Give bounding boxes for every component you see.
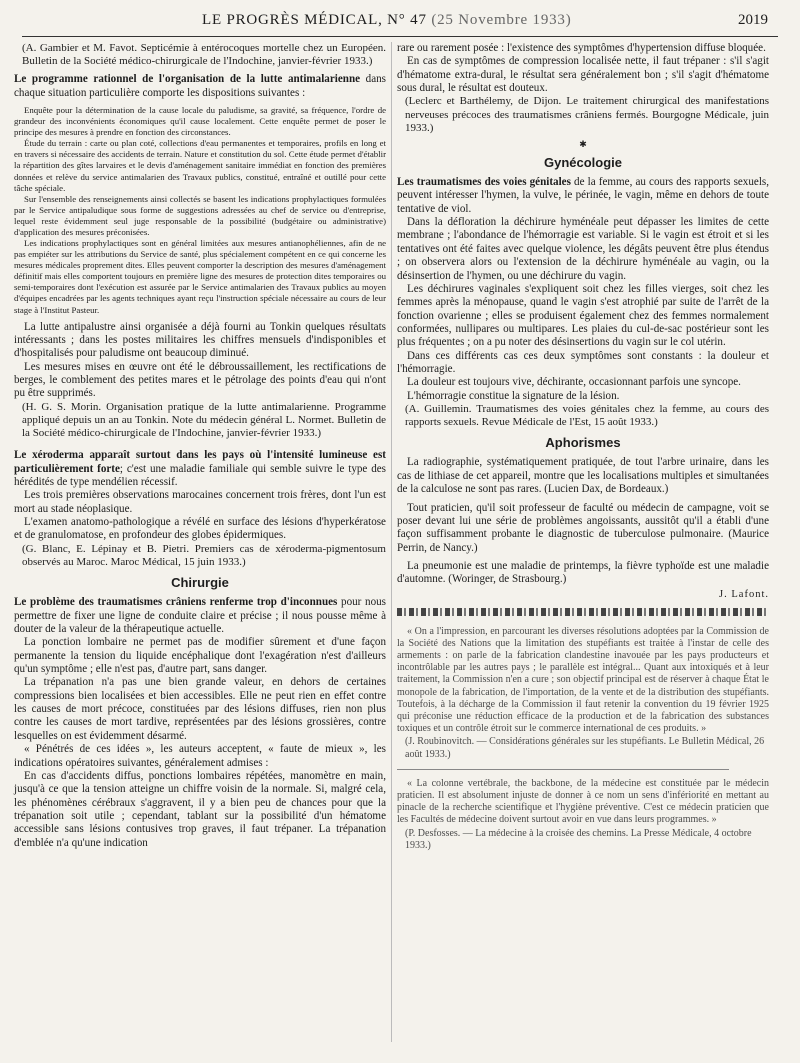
separator-star: ✱: [579, 139, 587, 149]
paragraph-symptomes: Dans ces différents cas ces deux symptômes sont constants : la douleur et l'hémorragie.: [397, 349, 769, 376]
reference-guillemin: (A. Guillemin. Traumatismes des voies génitales chez la femme, au cours des rapports sexuels. Revue Médicale de l'Est, 15 août 1933.): [405, 403, 769, 429]
signature-lafont: J. Lafont.: [719, 588, 769, 600]
paragraph-hemorragie: L'hémorragie constitue la signature de la lésion.: [407, 389, 620, 402]
column-divider: [391, 42, 392, 1042]
paragraph-trois-observations: Les trois premières observations marocaines concernent trois frères, dont l'un est mort au stade néoplasique.: [14, 489, 386, 515]
section-heading-aphorismes: Aphorismes: [545, 435, 621, 451]
lead-xeroderma: Le xéroderma apparaît surtout dans les pays où l'intensité lumineuse est particulièrement forte: [14, 449, 386, 475]
running-title: [202, 12, 572, 29]
paragraph-douleur: La douleur est toujours vive, déchirante, occasionnant parfois une syncope.: [407, 376, 741, 389]
aphorism-praticien: Tout praticien, qu'il soit professeur de faculté ou médecin de campagne, voit se poser devant lui une série de problèmes angoissants, aussitôt qu'il a établi d'une façon suffisamment probante le diagnostic de tuberculose pulmonaire. (Maurice Perrin, de Nancy.): [397, 501, 769, 554]
quote-source-roubinovitch: (J. Roubinovitch. — Considérations générales sur les stupéfiants. Le Bulletin Médical, 26 août 1933.): [405, 736, 765, 760]
small-paragraph-enquete: Enquête pour la détermination de la cause locale du paludisme, sa gravité, sa fréquence, l'ordre de grandeur des inconvénients économiques qu'il cause localement. Cette enquête permet de poser le principe des mesures à prendre en fonction des circonstances.: [14, 105, 386, 138]
quote-source-desfosses: (P. Desfosses. — La médecine à la croisée des chemins. La Presse Médicale, 4 octobre 1933.): [405, 827, 752, 851]
paragraph-en-cas: En cas d'accidents diffus, ponctions lombaires répétées, manomètre en main, jusqu'à ce que la tension atteigne un chiffre voisin de la normale. Si, malgré cela, les phénomènes cérébraux s'aggravent, il y a bien peu de chances pour que la trépanation soit utile ; cependant, tablant sur la possibilité d'un hématome accessible sans lésions contusives trop graves, il faut trépaner. La trépanation d'emblée n'a qu'une indication: [14, 769, 386, 849]
paragraph-traumatismes: [14, 596, 386, 636]
ornamental-border: [397, 608, 769, 616]
text-programme: dans chaque situation particulière comporte les dispositions suivantes :: [14, 73, 386, 99]
page-header: [22, 6, 778, 37]
reference-blanc: (G. Blanc, E. Lépinay et B. Pietri. Premiers cas de xéroderma-pigmentosum observés au Maroc. Maroc Médical, 15 juin 1933.): [22, 542, 386, 568]
lead-programme: Le programme rationnel de l'organisation de la lutte antimalarienne: [14, 73, 361, 86]
paragraph-gynecologie: [397, 176, 769, 216]
paragraph-examen: L'examen anatomo-pathologique a révélé en surface des lésions d'hyperkératose et de granulomatose, en profondeur des globes épidermiques.: [14, 516, 386, 542]
small-paragraph-renseignements: Sur l'ensemble des renseignements ainsi collectés se basent les indications prophylactiques formulées par le Service antipaludique sous forme de suggestions adressées au chef de service ou d'entreprise, lequel reste évidemment seul juge responsable de la possibilité (budgétaire ou administrative) d'application des mesures préconisées.: [14, 193, 386, 237]
paragraph-continuation: rare ou rarement posée : l'existence des symptômes d'hypertension diffuse bloquée.: [397, 42, 766, 54]
text-xeroderma: ; c'est une maladie familiale qui semble suivre le type des hérédités de type mendélien récessif.: [14, 462, 386, 489]
right-column: [397, 42, 769, 852]
small-paragraph-indications: Les indications prophylactiques sont en général limitées aux mesures antianophéliennes, afin de ne pas empiéter sur les attributions du Service de santé, plus spécialement compétent en ce qui concerne les mesures médicales proprement dites. Elles peuvent comporter la description des mesures d'aménagement définitif mais elles comportent toujours en première ligne des mesures de protection dites temporaires ou semi-temporaires dont l'exécution est assurée par le Service antimalarien des Travaux publics au moyen d'équipes encadrées par les agents techniques ayant reçu l'instruction spéciale nécessaire au cours de leur stage à l'Institut Pasteur.: [14, 238, 386, 315]
paragraph-ponction: La ponction lombaire ne permet pas de modifier sûrement et d'une façon permanente la tension du liquide encéphalique dont l'exagération n'est d'ailleurs qu'un symptôme ; elle n'est pas, d'autre part, sans danger.: [14, 636, 386, 675]
aphorism-pneumonie: La pneumonie est une maladie de printemps, la fièvre typhoïde est une maladie d'automne. (Woringer, de Strasbourg.): [397, 560, 769, 586]
lead-gynecologie: Les traumatismes des voies génitales: [397, 176, 571, 188]
horizontal-rule: [397, 769, 729, 770]
paragraph-mesures: Les mesures mises en œuvre ont été le débroussaillement, les rectifications de berges, le comblement des petites mares et le pétrolage des points d'eau qui n'ont pu être supprimés.: [14, 360, 386, 400]
small-paragraph-terrain: Étude du terrain : carte ou plan coté, collections d'eau permanentes et temporaires, profils en long et en travers si nécessaire des accidents de terrain. Nature et constitution du sol. Cette étude permet d'établir la répartition des gîtes larvaires et le devis d'aménagement sanitaire immédiat en fonction des premières données et relève du service antimalarien des Travaux publics, constitué, entraîné et outillé pour cette tâche spéciale.: [14, 138, 386, 193]
paragraph-dechirures: Les déchirures vaginales s'expliquent soit chez les filles vierges, soit chez les femmes après la ménopause, quand le vagin s'est atrophié par suite de l'arrêt de la fonction ovarienne ; elles se produisent également chez des femmes normalement conformées, nullipares ou multipares. Les plaies du cul-de-sac postérieur sont les plus fréquentes ; on a pu noter des désinsertions du vagin sur le col utérin.: [397, 282, 769, 349]
page-number: 2019: [738, 12, 768, 28]
paragraph-trepanation: La trépanation n'a pas une bien grande valeur, en dehors de certaines compressions bien localisées et bien accessibles. Elle ne peut rien en effet contre les causes de mort précoce, constituées par des lésions diffuses, rien non plus contre les causes de mort tardive, représentées par des lésions grossières, contre lesquelles on est évidemment désarmé.: [14, 676, 386, 742]
lead-traumatismes: Le problème des traumatismes crâniens renferme trop d'inconnues: [14, 596, 338, 609]
paragraph-penetres: « Pénétrés de ces idées », les auteurs acceptent, « faute de mieux », les indications opératoires suivantes, généralement admises :: [14, 743, 386, 769]
issue-date: (25 Novembre 1933): [431, 12, 572, 28]
paragraph-programme: [14, 73, 386, 100]
quote-colonne-vertebrale: « La colonne vertébrale, the backbone, de la médecine est constituée par le médecin praticien. Il est absolument injuste de donner à ce nom un sens d'infériorité en mettant au pinacle de la recherche scientifique et l'hygiène préventive. C'est ce médecin praticien que les Facultés de médecine doivent surtout avoir en vue dans leurs programmes. »: [397, 777, 769, 826]
paragraph-compression: En cas de symptômes de compression localisée nette, il faut trépaner : s'il s'agit d'hématome extra-dural, le résultat sera généralement bon ; s'il s'agit d'hématome sous dural, le résultat est douteux.: [397, 55, 769, 95]
text-gynecologie: de la femme, au cours des rapports sexuels, peuvent intéresser l'hymen, la vulve, le périnée, le vagin, même en dehors de toute tentative de viol.: [397, 176, 769, 215]
left-column: [14, 42, 386, 850]
aphorism-radiographie: La radiographie, systématiquement pratiquée, de tout l'arbre urinaire, dans les cas de lithiase de cet appareil, montre que les localisations multiples et simultanées de la calculose ne sont pas rares. (Lucien Dax, de Bordeaux.): [397, 456, 769, 496]
reference-gambier: (A. Gambier et M. Favot. Septicémie à entérocoques mortelle chez un Européen. Bulletin de la Société médico-chirurgicale de l'Indochine, janvier-février 1933.): [22, 42, 386, 68]
journal-name: LE PROGRÈS MÉDICAL, N° 47: [202, 12, 432, 28]
reference-morin: (H. G. S. Morin. Organisation pratique de la lutte antimalarienne. Programme appliqué depuis un an au Tonkin. Note du médecin général L. Normet. Bulletin de la Société médico-chirurgicale de l'Indochine, janvier-février 1933.): [22, 400, 386, 440]
text-traumatismes: pour nous permettre de fixer une ligne de conduite claire et précise ; il nous pousse même à douter de la valeur de la thérapeutique actuelle.: [14, 596, 386, 635]
section-heading-chirurgie: Chirurgie: [171, 575, 229, 591]
quote-stupefiants: « On a l'impression, en parcourant les diverses résolutions adoptées par la Commission de la Société des Nations que la limitation des stupéfiants est traitée à l'instar de celle des armements : on parle de la fabrication clandestine inavouée par les pays producteurs et incontrôlable par les autres pays ; le parallèle est intégral... Quant aux intoxiqués et à leur traitement, la Commission n'en a cure ; son objectif principal est de réserver à chaque État le monopole de la fabrication, de l'importation, de la vente et de la distribution des stupéfiants. Toutefois, à la décharge de la Commission il faut retenir la convention du 19 février 1925 qui préconise une réduction efficace de la production et de la fabrication des substances toxiques et un contrôle étroit sur le commerce international de ces produits. »: [397, 625, 769, 735]
paragraph-lutte: La lutte antipalustre ainsi organisée a déjà fourni au Tonkin quelques résultats intéressants ; dans les postes militaires les chiffres mensuels d'indisponibles et d'hospitalisés pour paludisme ont beaucoup diminué.: [14, 320, 386, 360]
paragraph-xeroderma: [14, 449, 386, 489]
section-heading-gynecologie: Gynécologie: [543, 155, 623, 170]
paragraph-defloration: Dans la défloration la déchirure hyménéale peut dépasser les limites de cette membrane ; l'abondance de l'hémorragie est variable. Si le vagin est étroit et si les tentatives ont été faites avec quelque violence, les dégâts peuvent être plus étendus ; on observera alors ou l'extension de la déchirure hyménéale au vagin, ou la désinsertion de l'hymen, ou une déchirure du vagin.: [397, 216, 769, 282]
reference-leclerc: (Leclerc et Barthélemy, de Dijon. Le traitement chirurgical des manifestations nerveuses précoces des traumatismes crâniens fermés. Bourgogne Médicale, juin 1933.): [405, 95, 769, 134]
